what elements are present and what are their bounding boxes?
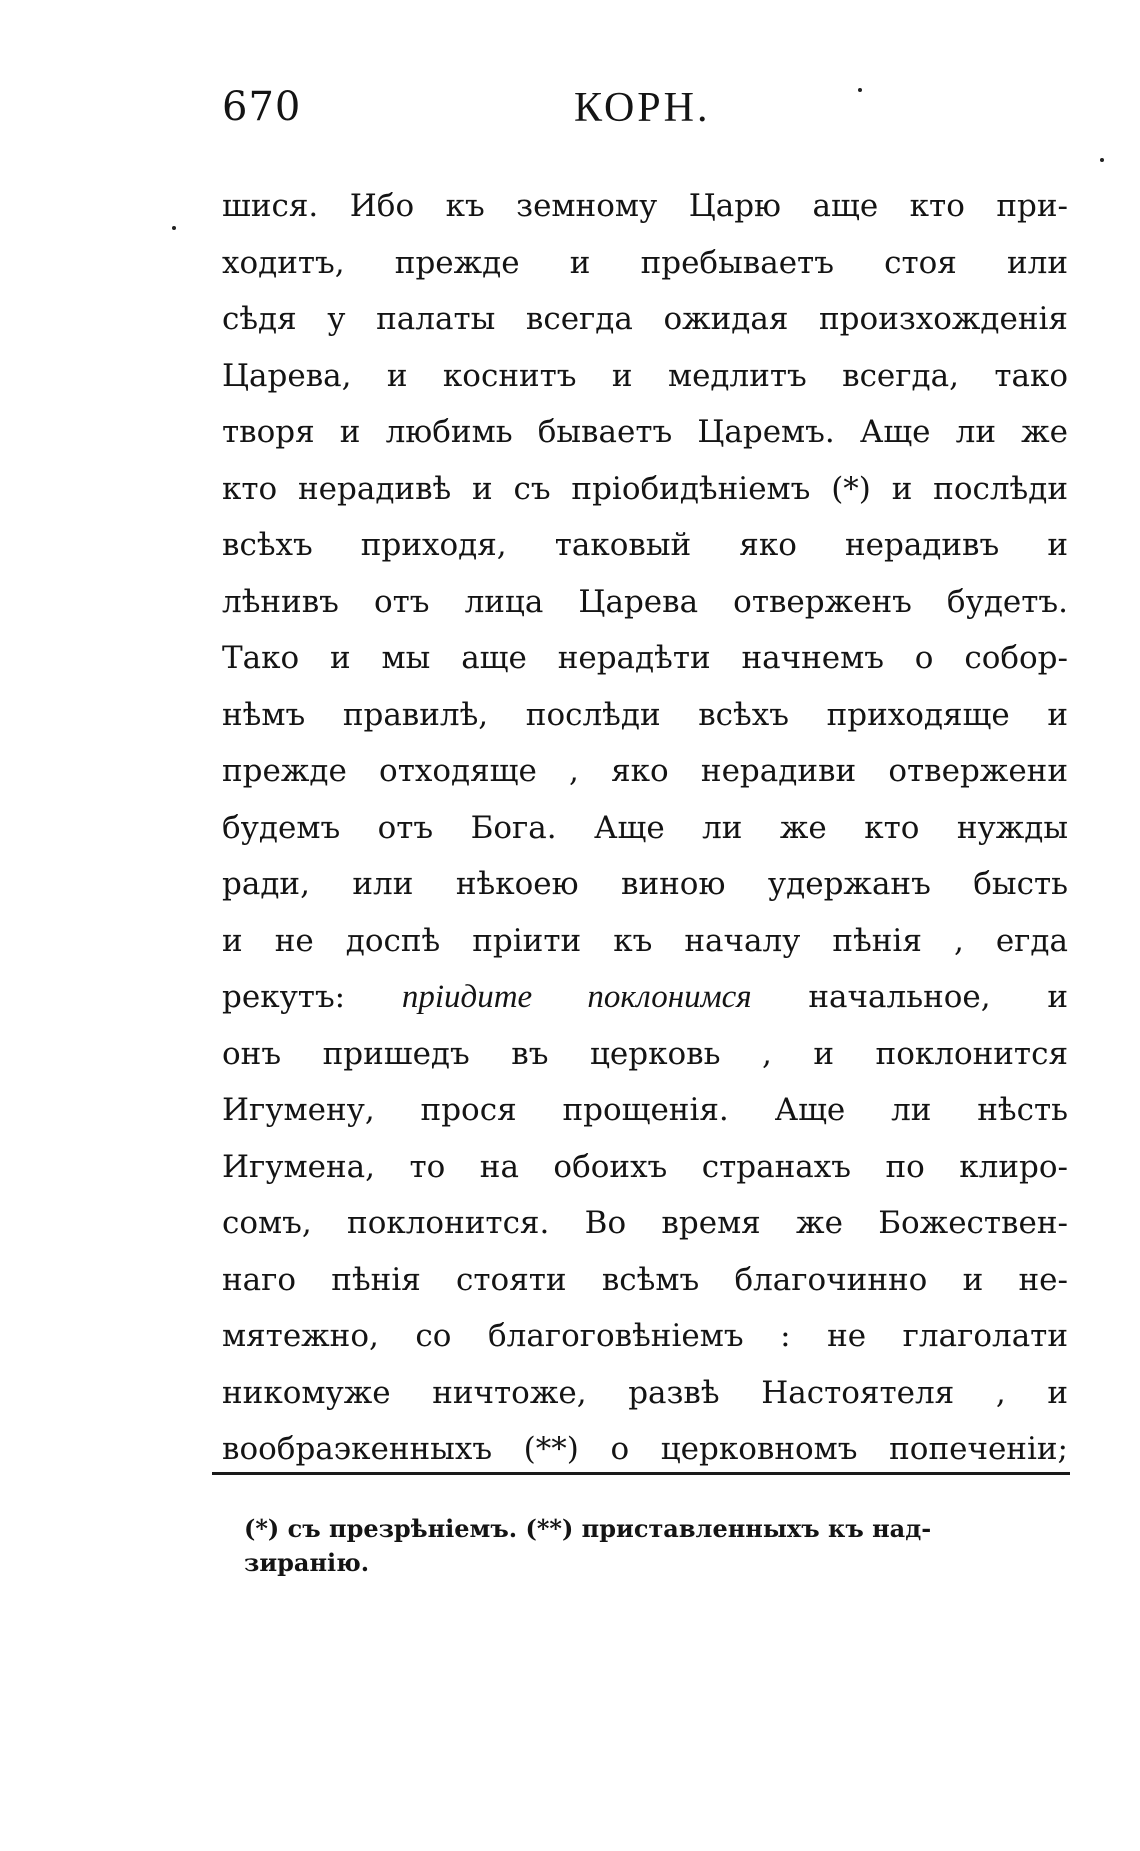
text-line: прежде отходяще , яко нерадиви отвержени [222,753,1068,789]
text-segment: рекутъ: [222,979,346,1015]
print-speck [172,226,176,230]
print-speck [858,88,862,92]
footnote-divider [212,1472,1070,1475]
page-header [222,84,1068,154]
text-line-with-italic [222,969,1068,1026]
text-line: кто нерадивѣ и съ пріобидѣніемъ (*) и послѣди [222,470,1068,507]
text-segment: начальное, и [808,979,1068,1015]
text-line: лѣнивъ отъ лица Царева отверженъ будетъ. [222,583,1068,620]
text-line: никомуже ничтоже, развѣ Настоятеля , и [222,1374,1068,1411]
text-line: всѣхъ приходя, таковый яко нерадивъ и [222,527,1068,563]
running-head: КОРН. [574,85,711,131]
text-line: сѣдя у палаты всегда ожидая произхожденія [222,301,1068,337]
print-speck [1100,158,1104,162]
text-line: Царева, и коснитъ и медлитъ всегда, тако [222,357,1068,394]
text-line: творя и любимь бываетъ Царемъ. Аще ли же [222,414,1068,450]
footnotes [244,1512,1064,1580]
text-line: ходитъ, прежде и пребываетъ стоя или [222,244,1068,281]
text-line: Тако и мы аще нерадѣти начнемъ о собор- [222,640,1068,676]
page-number: 670 [222,84,302,130]
text-line: ради, или нѣкоею виною удержанъ бысть [222,866,1068,902]
text-line: вообраэкенныхъ (**) о церковномъ попеченіи; [222,1431,1068,1467]
footnote-line: зиранію. [244,1548,370,1577]
text-line: Игумена, то на обоихъ странахъ по клиро- [222,1148,1068,1185]
italic-quote: пріидите поклонимся [401,979,752,1015]
text-line: сомъ, поклонится. Во время же Божествен- [222,1205,1068,1241]
text-line: и не доспѣ пріити къ началу пѣнія , егда [222,922,1068,959]
text-line: будемъ отъ Бога. Аще ли же кто нужды [222,809,1068,846]
text-line: наго пѣнія стояти всѣмъ благочинно и не- [222,1261,1068,1298]
text-line: Игумену, прося прощенія. Аще ли нѣсть [222,1092,1068,1128]
text-line: шися. Ибо къ земному Царю аще кто при- [222,188,1068,224]
text-line: нѣмъ правилѣ, послѣди всѣхъ приходяще и [222,696,1068,733]
text-line: мятежно, со благоговѣніемъ : не глаголати [222,1318,1068,1354]
text-line: онъ пришедъ въ церковь , и поклонится [222,1035,1068,1072]
body-text [222,178,1068,1478]
footnote-line: (*) съ презрѣніемъ. (**) приставленныхъ къ над- [244,1514,932,1543]
